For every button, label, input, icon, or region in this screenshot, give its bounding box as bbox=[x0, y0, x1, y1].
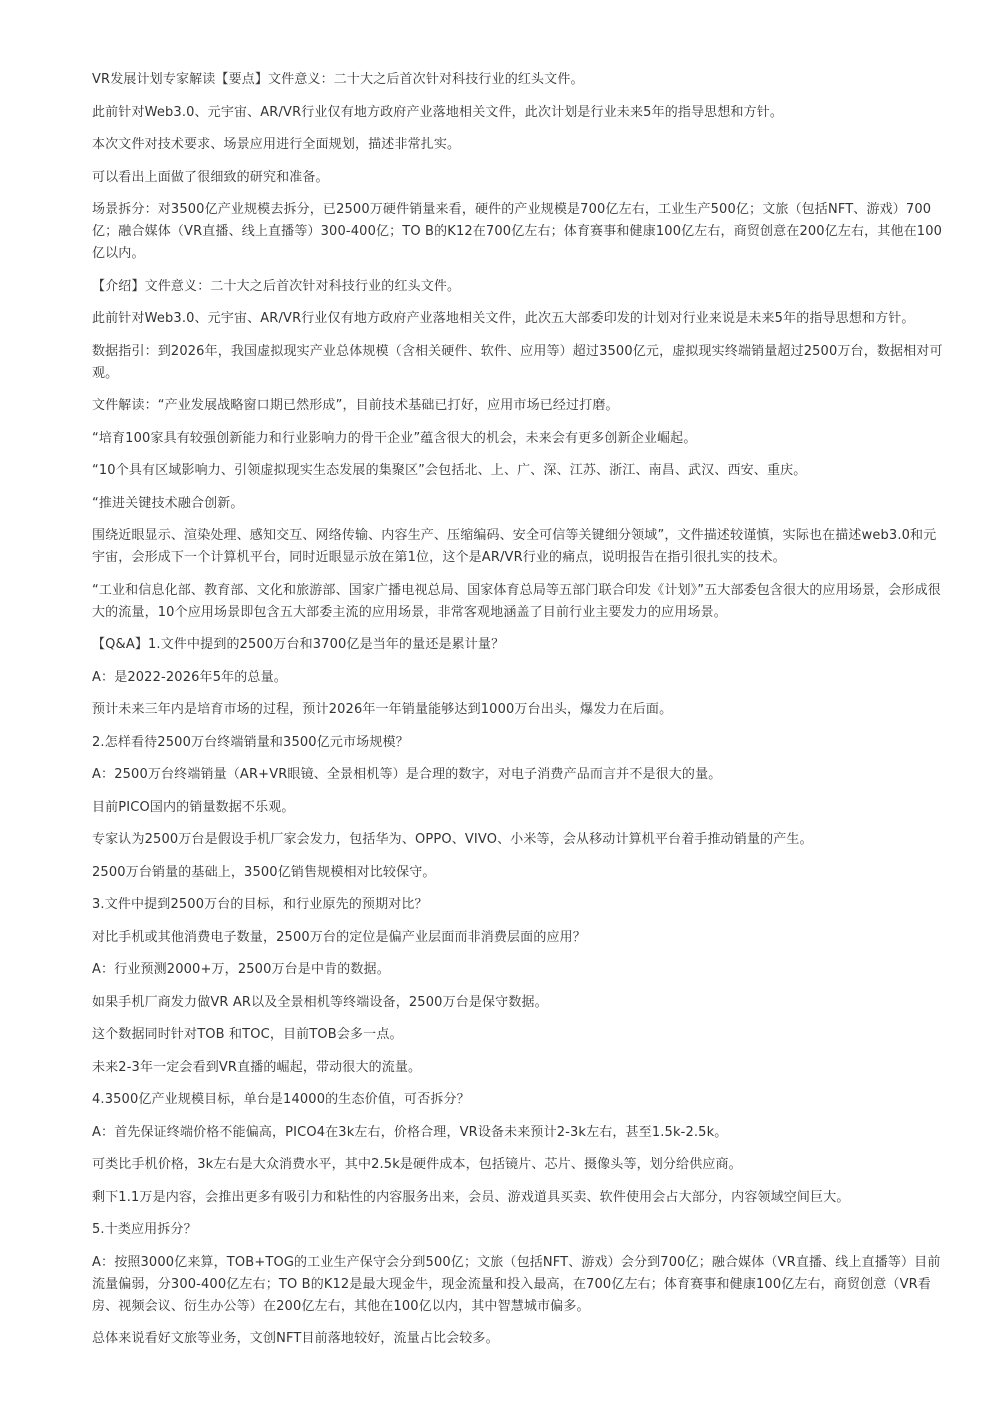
paragraph: “培育100家具有较强创新能力和行业影响力的骨干企业”蕴含很大的机会，未来会有更多创新企业崛起。 bbox=[92, 430, 697, 446]
paragraph: A：按照3000亿来算，TOB+TOG的工业生产保守会分到500亿；文旅（包括NFT、游戏）会分到700亿；融合媒体（VR直播、线上直播等）目前流量偏弱，分300-400亿左右；TO B的K12是最大现金牛，现金流量和投入最高，在700亿左右；体育赛事和健康100亿左右，商贸创意（VR看房、视频会议、衍生办公等）在200亿左右，其他在100亿以内，其中智慧城市偏多。 bbox=[92, 1254, 941, 1314]
paragraph: 专家认为2500万台是假设手机厂家会发力，包括华为、OPPO、VIVO、小米等，会从移动计算机平台着手推动销量的产生。 bbox=[92, 832, 813, 847]
paragraph: 此前针对Web3.0、元宇宙、AR/VR行业仅有地方政府产业落地相关文件，此次计划是行业未来5年的指导思想和方针。 bbox=[92, 104, 784, 120]
paragraph: 2.怎样看待2500万台终端销量和3500亿元市场规模？ bbox=[92, 734, 409, 750]
paragraph: A：2500万台终端销量（AR+VR眼镜、全景相机等）是合理的数字，对电子消费产品而言并不是很大的量。 bbox=[92, 767, 722, 782]
paragraph: 场景拆分：对3500亿产业规模去拆分，已2500万硬件销量来看，硬件的产业规模是700亿左右，工业生产500亿；文旅（包括NFT、游戏）700亿；融合媒体（VR直播、线上直播等）300-400亿；TO B的K12在700亿左右；体育赛事和健康100亿左右，商贸创意在200亿左右，其他在100亿以内。 bbox=[92, 202, 943, 261]
paragraph: 3.文件中提到2500万台的目标，和行业原先的预期对比？ bbox=[92, 897, 428, 912]
paragraph: 未来2-3年一定会看到VR直播的崛起，带动很大的流量。 bbox=[92, 1059, 422, 1075]
paragraph: 4.3500亿产业规模目标，单台是14000的生态价值，可否拆分？ bbox=[92, 1092, 470, 1107]
paragraph: A：首先保证终端价格不能偏高，PICO4在3k左右，价格合理，VR设备未来预计2-3k左右，甚至1.5k-2.5k。 bbox=[92, 1124, 728, 1140]
paragraph: “工业和信息化部、教育部、文化和旅游部、国家广播电视总局、国家体育总局等五部门联合印发《计划》”五大部委包含很大的应用场景，会形成很大的流量，10个应用场景即包含五大部委主流的应用场景，非常客观地涵盖了目前行业主要发力的应用场景。 bbox=[92, 582, 941, 620]
paragraph: 【介绍】文件意义：二十大之后首次针对科技行业的红头文件。 bbox=[92, 278, 461, 294]
paragraph: 可类比手机价格，3k左右是大众消费水平，其中2.5k是硬件成本，包括镜片、芯片、摄像头等，划分给供应商。 bbox=[92, 1157, 742, 1172]
paragraph: A：行业预测2000+万，2500万台是中肯的数据。 bbox=[92, 962, 390, 977]
paragraph: 5.十类应用拆分？ bbox=[92, 1222, 197, 1237]
paragraph: 对比手机或其他消费电子数量，2500万台的定位是偏产业层面而非消费层面的应用？ bbox=[92, 929, 586, 945]
paragraph: 剩下1.1万是内容，会推出更多有吸引力和粘性的内容服务出来，会员、游戏道具买卖、软件使用会占大部分，内容领域空间巨大。 bbox=[92, 1189, 850, 1205]
paragraph: “推进关键技术融合创新。 bbox=[92, 495, 244, 511]
paragraph: 本次文件对技术要求、场景应用进行全面规划，描述非常扎实。 bbox=[92, 137, 461, 152]
paragraph: 【Q&A】1.文件中提到的2500万台和3700亿是当年的量还是累计量？ bbox=[92, 637, 505, 652]
paragraph: 2500万台销量的基础上，3500亿销售规模相对比较保守。 bbox=[92, 864, 436, 880]
paragraph: VR发展计划专家解读【要点】文件意义：二十大之后首次针对科技行业的红头文件。 bbox=[92, 72, 584, 87]
paragraph: 文件解读：“产业发展战略窗口期已然形成”，目前技术基础已打好，应用市场已经过打磨。 bbox=[92, 398, 619, 413]
paragraph: “10个具有区域影响力、引领虚拟现实生态发展的集聚区”会包括北、上、广、深、江苏、浙江、南昌、武汉、西安、重庆。 bbox=[92, 463, 807, 478]
paragraph: 此前针对Web3.0、元宇宙、AR/VR行业仅有地方政府产业落地相关文件，此次五大部委印发的计划对行业来说是未来5年的指导思想和方针。 bbox=[92, 311, 915, 326]
paragraph: 这个数据同时针对TOB 和TOC，目前TOB会多一点。 bbox=[92, 1027, 403, 1042]
document-body bbox=[92, 69, 946, 1361]
paragraph: 总体来说看好文旅等业务，文创NFT目前落地较好，流量占比会较多。 bbox=[92, 1331, 499, 1346]
paragraph: 围绕近眼显示、渲染处理、感知交互、网络传输、内容生产、压缩编码、安全可信等关键细分领域”，文件描述较谨慎，实际也在描述web3.0和元宇宙，会形成下一个计算机平台，同时近眼显示放在第1位，这个是AR/VR行业的痛点，说明报告在指引很扎实的技术。 bbox=[92, 528, 937, 565]
paragraph: A：是2022-2026年5年的总量。 bbox=[92, 669, 287, 685]
paragraph: 目前PICO国内的销量数据不乐观。 bbox=[92, 799, 295, 815]
paragraph: 预计未来三年内是培育市场的过程，预计2026年一年销量能够达到1000万台出头，爆发力在后面。 bbox=[92, 702, 673, 717]
paragraph: 如果手机厂商发力做VR AR以及全景相机等终端设备，2500万台是保守数据。 bbox=[92, 994, 548, 1010]
paragraph: 可以看出上面做了很细致的研究和准备。 bbox=[92, 169, 329, 185]
paragraph: 数据指引：到2026年，我国虚拟现实产业总体规模（含相关硬件、软件、应用等）超过3500亿元，虚拟现实终端销量超过2500万台，数据相对可观。 bbox=[92, 343, 943, 381]
